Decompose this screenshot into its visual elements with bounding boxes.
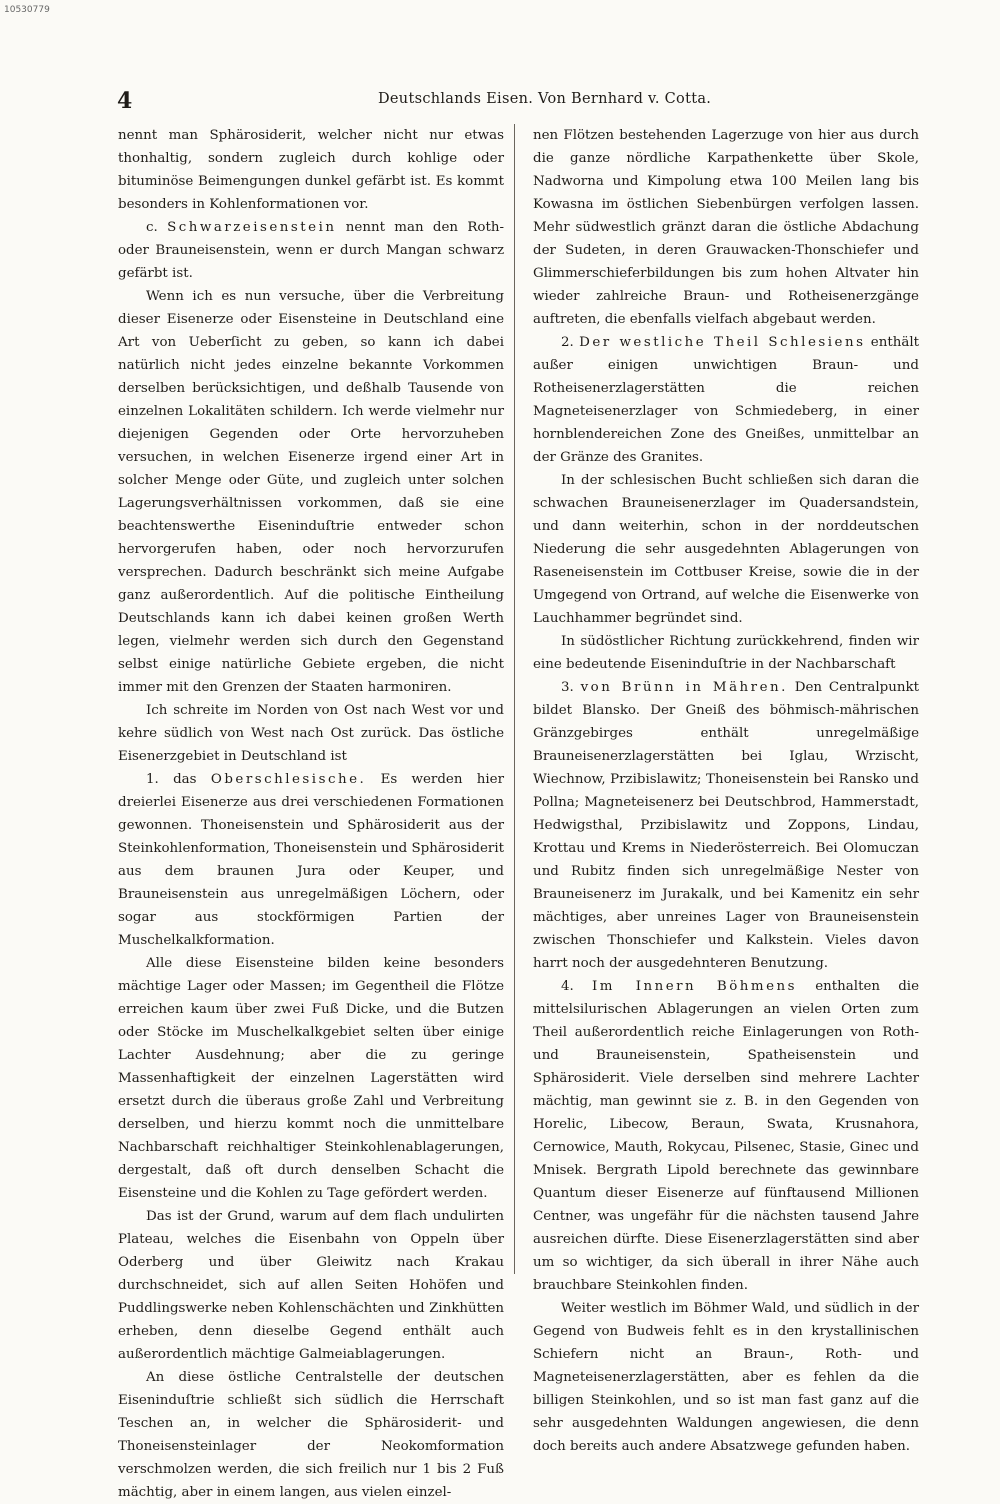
running-head: Deutschlands Eisen. Von Bernhard v. Cotta. <box>378 91 712 107</box>
paragraph: Ich schreite im Norden von Ost nach West vor und kehre südlich von West nach Ost zurück. Das östliche Eisenerzgebiet in Deutschland ist <box>118 703 504 764</box>
paragraph: nen Flötzen bestehenden Lagerzuge von hier aus durch die ganze nördliche Karpathenkette über Skole, Nadworna und Kimpolung etwa 100 Meilen lang bis Kowasna im östlichen Siebenbürgen verfolgen lassen. Mehr südwestlich gränzt daran die östliche Abdachung der Sudeten, in deren Grauwacken-Thonschiefer und Glimmerschieferbildungen bis zum hohen Altvater hin wieder zahlreiche Braun- und Rotheisenerzgänge auftreten, die ebenfalls vielfach abgebaut werden. <box>533 128 919 327</box>
paragraph <box>533 331 919 469</box>
paragraph-text: Den Centralpunkt bildet Blansko. Der Gneiß des böhmisch-mährischen Gränzgebirges enthält unregelmäßige Brauneisenerzlagerstätten bei Iglau, Wrzischt, Wiechnow, Przibislawitz; Thoneisenstein bei Ransko und Pollna; Magneteisenerz bei Deutschbrod, Hammerstadt, Hedwigsthal, Przibislawitz und Zoppons, Lindau, Krottau und Krems in Niederösterreich. Bei Olomuczan und Rubitz finden sich unregelmäßige Nester von Brauneisenerz im Jurakalk, und bei Kamenitz ein sehr mächtiges, aber unreines Lager von Brauneisenstein zwischen Thonschiefer und Kalkstein. Vieles davon harrt noch der ausgedehnteren Benutzung. <box>533 680 919 971</box>
list-label: 3. <box>561 680 581 695</box>
paragraph-text: enthalten die mittelsilurischen Ablagerungen an vielen Orten zum Theil außerordentlich reiche Einlagerungen von Roth- und Brauneisenstein, Spatheisenstein und Sphärosiderit. Viele derselben sind mehrere Lachter mächtig, man gewinnt sie z. B. in den Gegenden von Horelic, Libecow, Beraun, Swata, Krusnahora, Cernowice, Mauth, Rokycau, Pilsenec, Stasie, Ginec und Mnisek. Bergrath Lipold berechnete das gewinnbare Quantum dieser Eisenerze auf fünftausend Millionen Centner, was ungefähr für die nächsten tausend Jahre ausreichen dürfte. Diese Eisenerzlagerstätten sind aber um so wichtiger, da sich überall in ihrer Nähe auch brauchbare Steinkohlen finden. <box>533 979 919 1293</box>
paragraph: Weiter westlich im Böhmer Wald, und südlich in der Gegend von Budweis fehlt es in den krystallinischen Schiefern nicht an Braun-, Roth- und Magneteisenerzlagerstätten, aber es fehlen da die billigen Steinkohlen, und so ist man fast ganz auf die sehr ausgedehnten Waldungen angewiesen, die denn doch bereits auch andere Absatzwege gefunden haben. <box>533 1301 919 1454</box>
list-label: c. <box>146 220 168 235</box>
spaced-term: Im Innern Böhmens <box>592 979 798 994</box>
paragraph <box>118 768 504 952</box>
paragraph-text: Es werden hier dreierlei Eisenerze aus drei verschiedenen Formationen gewonnen. Thoneisenstein und Sphärosiderit aus der Steinkohlenformation, Thoneisenstein und Sphärosiderit aus dem braunen Jura oder Keuper, und Brauneisenstein aus unregelmäßigen Löchern, oder sogar aus stockförmigen Partien der Muschelkalkformation. <box>118 772 505 948</box>
paragraph: An diese östliche Centralstelle der deutschen Eiseninduſtrie schließt sich südlich die Herrschaft Teschen an, in welcher die Sphärosiderit- und Thoneisensteinlager der Neokomformation verschmolzen werden, die sich freilich nur 1 bis 2 Fuß mächtig, aber in einem langen, aus vielen einzel- <box>118 1370 504 1500</box>
spaced-term: Der westliche Theil Schlesiens <box>579 335 866 350</box>
spaced-term: Schwarzeisenstein <box>167 220 337 235</box>
paragraph: nennt man Sphärosiderit, welcher nicht nur etwas thonhaltig, sondern zugleich durch kohlige oder bituminöse Beimengungen dunkel gefärbt ist. Es kommt besonders in Kohlenformationen vor. <box>118 128 504 212</box>
paragraph-text: nennt man den Roth- oder Brauneisenstein, wenn er durch Mangan schwarz gefärbt ist. <box>118 220 505 281</box>
paragraph: In südöstlicher Richtung zurückkehrend, finden wir eine bedeutende Eiseninduſtrie in der Nachbarschaft <box>533 634 919 672</box>
left-column <box>118 124 515 1500</box>
list-label: 1. das <box>146 772 211 787</box>
paragraph: Alle diese Eisensteine bilden keine besonders mächtige Lager oder Massen; im Gegentheil die Flötze erreichen kaum über zwei Fuß Dicke, und die Butzen oder Stöcke im Muschelkalkgebiet selten über einige Lachter Ausdehnung; aber die zu geringe Massenhaftigkeit der einzelnen Lagerstätten wird ersetzt durch die überaus große Zahl und Verbreitung derselben, und hierzu kommt noch die unmittelbare Nachbarschaft reichhaltiger Steinkohlenablagerungen, dergestalt, daß oft durch denselben Schacht die Eisensteine und die Kohlen zu Tage gefördert werden. <box>118 956 504 1201</box>
spaced-term: von Brünn in Mähren. <box>580 680 788 695</box>
paragraph <box>118 216 504 285</box>
paragraph <box>533 975 919 1297</box>
right-column <box>533 124 919 1454</box>
paragraph: Das ist der Grund, warum auf dem flach undulirten Plateau, welches die Eisenbahn von Oppeln über Oderberg und über Gleiwitz nach Krakau durchschneidet, sich auf allen Seiten Hohöfen und Puddlingswerke neben Kohlenschächten und Zinkhütten erheben, denn dieselbe Gegend enthält auch außerordentlich mächtige Galmeiablagerungen. <box>118 1209 504 1362</box>
list-label: 2. <box>561 335 580 350</box>
page-number: 4 <box>117 88 133 114</box>
spaced-term: Oberschlesische. <box>210 772 367 787</box>
list-label: 4. <box>561 979 592 994</box>
paragraph-text: enthält außer einigen unwichtigen Braun- und Rotheisenerzlagerstätten die reichen Magneteisenerzlager von Schmiedeberg, in einer hornblendereichen Zone des Gneißes, unmittelbar an der Gränze des Granites. <box>533 335 919 465</box>
scan-id-label: 10530779 <box>4 5 50 15</box>
paragraph: Wenn ich es nun versuche, über die Verbreitung dieser Eisenerze oder Eisensteine in Deutschland eine Art von Ueberſicht zu geben, so kann ich dabei natürlich nicht jedes einzelne bekannte Vorkommen derselben berücksichtigen, und deßhalb Tausende von einzelnen Lokalitäten schildern. Ich werde vielmehr nur diejenigen Gegenden oder Orte hervorzuheben versuchen, in welchen Eisenerze irgend einer Art in solcher Menge oder Güte, und zugleich unter solchen Lagerungsverhältnissen vorkommen, daß sie eine beachtenswerthe Eiseninduſtrie entweder schon hervorgerufen haben, oder noch hervorzurufen versprechen. Dadurch beschränkt sich meine Aufgabe ganz außerordentlich. Auf die politische Eintheilung Deutschlands kann ich dabei keinen großen Werth legen, vielmehr werden sich durch den Gegenstand selbst einige natürliche Gebiete ergeben, die nicht immer mit den Grenzen der Staaten harmoniren. <box>118 289 504 695</box>
paragraph <box>533 676 919 975</box>
paragraph: In der schlesischen Bucht schließen sich daran die schwachen Brauneisenerzlager im Quadersandstein, und dann weiterhin, schon in der norddeutschen Niederung die sehr ausgedehnten Ablagerungen von Raseneisenstein im Cottbuser Kreise, sowie die in der Umgegend von Ortrand, auf welche die Eisenwerke von Lauchhammer begründet sind. <box>533 473 919 626</box>
